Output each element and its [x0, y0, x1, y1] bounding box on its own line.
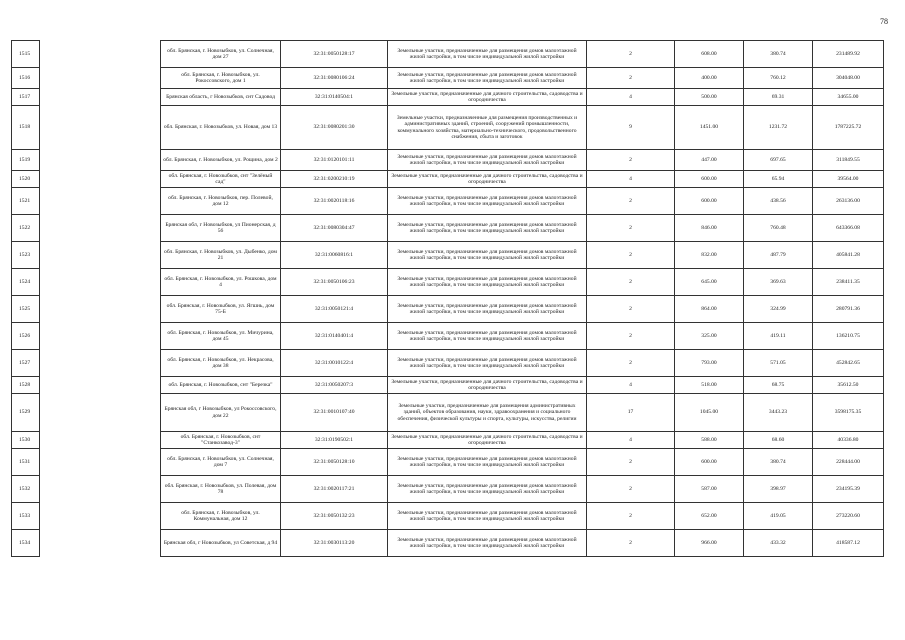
- land-purpose-cell: Земельные участки, предназначенные для дачного строительства, садоводства и огородничества: [388, 89, 587, 106]
- land-purpose-cell: Земельные участки, предназначенные для размещения домов малоэтажной жилой застройки, в том числе индивидуальной жилой застройки: [388, 350, 587, 377]
- spacer-cell: [40, 269, 161, 296]
- table-row: [12, 41, 884, 68]
- group-cell: 2: [587, 68, 675, 89]
- row-number-cell: 1517: [12, 89, 40, 106]
- area-cell: 518.00: [675, 377, 744, 394]
- cadastral-number-cell: 32:31:0050106:23: [281, 269, 388, 296]
- spacer-cell: [40, 377, 161, 394]
- specific-value-cell: 419.05: [744, 503, 813, 530]
- address-cell: обл. Брянская, г. Новозыбков, ул. Солнечная, дом 27: [161, 41, 281, 68]
- table-row: [12, 432, 884, 449]
- table-row: [12, 394, 884, 432]
- table-body: [12, 41, 884, 557]
- group-cell: 2: [587, 269, 675, 296]
- specific-value-cell: 380.74: [744, 41, 813, 68]
- table-row: [12, 323, 884, 350]
- cadastral-value-table: [11, 40, 884, 557]
- cadastral-number-cell: 32:31:0010122:4: [281, 350, 388, 377]
- land-purpose-cell: Земельные участки, предназначенные для размещения домов малоэтажной жилой застройки, в том числе индивидуальной жилой застройки: [388, 323, 587, 350]
- table-row: [12, 89, 884, 106]
- group-cell: 2: [587, 242, 675, 269]
- area-cell: 652.00: [675, 503, 744, 530]
- cadastral-value-cell: 231489.92: [813, 41, 884, 68]
- spacer-cell: [40, 394, 161, 432]
- area-cell: 600.00: [675, 171, 744, 188]
- specific-value-cell: 398.97: [744, 476, 813, 503]
- address-cell: обл. Брянская, г. Новозыбков, ул. Ягшиь, дом 75-Б: [161, 296, 281, 323]
- group-cell: 4: [587, 89, 675, 106]
- cadastral-number-cell: 32:31:0190502:1: [281, 432, 388, 449]
- area-cell: 864.00: [675, 296, 744, 323]
- area-cell: 600.00: [675, 449, 744, 476]
- specific-value-cell: 324.99: [744, 296, 813, 323]
- cadastral-number-cell: 32:31:0060816:1: [281, 242, 388, 269]
- specific-value-cell: 760.12: [744, 68, 813, 89]
- specific-value-cell: 487.79: [744, 242, 813, 269]
- address-cell: обл. Брянская, г. Новозыбков, ул. Дыбенко, дом 21: [161, 242, 281, 269]
- spacer-cell: [40, 89, 161, 106]
- land-purpose-cell: Земельные участки, предназначенные для дачного строительства, садоводства и огородничества: [388, 171, 587, 188]
- land-purpose-cell: Земельные участки, предназначенные для размещения домов малоэтажной жилой застройки, в том числе индивидуальной жилой застройки: [388, 296, 587, 323]
- land-purpose-cell: Земельные участки, предназначенные для размещения домов малоэтажной жилой застройки, в том числе индивидуальной жилой застройки: [388, 215, 587, 242]
- cadastral-number-cell: 32:31:0020118:16: [281, 188, 388, 215]
- land-purpose-cell: Земельные участки, предназначенные для размещения домов малоэтажной жилой застройки, в том числе индивидуальной жилой застройки: [388, 503, 587, 530]
- area-cell: 645.00: [675, 269, 744, 296]
- table-row: [12, 188, 884, 215]
- land-purpose-cell: Земельные участки, предназначенные для размещения административных зданий, объектов образования, науки, здравоохранения и социального обеспечения, физической культуры и спорта, культуры, искусства, религии: [388, 394, 587, 432]
- address-cell: обл. Брянская, г. Новозыбков, ул. Мичурина, дом 45: [161, 323, 281, 350]
- group-cell: 4: [587, 171, 675, 188]
- address-cell: обл. Брянская, г. Новозыбков, ул. Некрасова, дом 38: [161, 350, 281, 377]
- land-purpose-cell: Земельные участки, предназначенные для размещения домов малоэтажной жилой застройки, в том числе индивидуальной жилой застройки: [388, 476, 587, 503]
- area-cell: 325.00: [675, 323, 744, 350]
- specific-value-cell: 3443.23: [744, 394, 813, 432]
- land-purpose-cell: Земельные участки, предназначенные для размещения домов малоэтажной жилой застройки, в том числе индивидуальной жилой застройки: [388, 68, 587, 89]
- cadastral-value-cell: 452842.65: [813, 350, 884, 377]
- cadastral-value-cell: 273220.60: [813, 503, 884, 530]
- specific-value-cell: 438.56: [744, 188, 813, 215]
- area-cell: 1045.00: [675, 394, 744, 432]
- cadastral-number-cell: 32:31:0010107:40: [281, 394, 388, 432]
- table-row: [12, 68, 884, 89]
- cadastral-number-cell: 32:31:0080106:24: [281, 68, 388, 89]
- row-number-cell: 1522: [12, 215, 40, 242]
- address-cell: Брянская обл, г Новозыбков, ул Пионерская, д 56: [161, 215, 281, 242]
- cadastral-value-cell: 238411.35: [813, 269, 884, 296]
- address-cell: Брянская область, г Новозыбков, снт Садовод: [161, 89, 281, 106]
- address-cell: обл. Брянская, г. Новозыбков, ул. Рощина, дом 2: [161, 150, 281, 171]
- group-cell: 17: [587, 394, 675, 432]
- address-cell: обл. Брянская, г. Новозыбков, пер. Полевой, дом 12: [161, 188, 281, 215]
- group-cell: 2: [587, 188, 675, 215]
- table-row: [12, 242, 884, 269]
- spacer-cell: [40, 171, 161, 188]
- specific-value-cell: 68.60: [744, 432, 813, 449]
- area-cell: 608.00: [675, 41, 744, 68]
- row-number-cell: 1528: [12, 377, 40, 394]
- table-row: [12, 449, 884, 476]
- area-cell: 793.00: [675, 350, 744, 377]
- cadastral-value-cell: 263136.00: [813, 188, 884, 215]
- land-purpose-cell: Земельные участки, предназначенные для размещения домов малоэтажной жилой застройки, в том числе индивидуальной жилой застройки: [388, 41, 587, 68]
- row-number-cell: 1523: [12, 242, 40, 269]
- table-row: [12, 530, 884, 557]
- cadastral-value-cell: 311849.55: [813, 150, 884, 171]
- table-row: [12, 350, 884, 377]
- group-cell: 4: [587, 377, 675, 394]
- row-number-cell: 1524: [12, 269, 40, 296]
- group-cell: 2: [587, 449, 675, 476]
- row-number-cell: 1527: [12, 350, 40, 377]
- group-cell: 2: [587, 150, 675, 171]
- spacer-cell: [40, 476, 161, 503]
- address-cell: обл. Брянская, г. Новозыбков, ул. Рокоссовского, дом 1: [161, 68, 281, 89]
- area-cell: 587.00: [675, 476, 744, 503]
- cadastral-number-cell: 32:31:0050121:4: [281, 296, 388, 323]
- area-cell: 832.00: [675, 242, 744, 269]
- cadastral-value-cell: 136210.75: [813, 323, 884, 350]
- area-cell: 500.00: [675, 89, 744, 106]
- area-cell: 447.00: [675, 150, 744, 171]
- cadastral-value-cell: 280791.36: [813, 296, 884, 323]
- group-cell: 2: [587, 296, 675, 323]
- row-number-cell: 1530: [12, 432, 40, 449]
- spacer-cell: [40, 449, 161, 476]
- cadastral-value-cell: 40336.80: [813, 432, 884, 449]
- address-cell: обл. Брянская, г. Новозыбков, снт "Березка": [161, 377, 281, 394]
- land-purpose-cell: Земельные участки, предназначенные для размещения производственных и административных зданий, строений, сооружений промышленности, коммунального хозяйства, материально-технического, продовольственного снабжения, сбыта и заготовок: [388, 106, 587, 150]
- land-purpose-cell: Земельные участки, предназначенные для размещения домов малоэтажной жилой застройки, в том числе индивидуальной жилой застройки: [388, 530, 587, 557]
- cadastral-number-cell: 32:31:0200210:19: [281, 171, 388, 188]
- specific-value-cell: 419.11: [744, 323, 813, 350]
- specific-value-cell: 369.63: [744, 269, 813, 296]
- table-row: [12, 171, 884, 188]
- land-purpose-cell: Земельные участки, предназначенные для размещения домов малоэтажной жилой застройки, в том числе индивидуальной жилой застройки: [388, 242, 587, 269]
- spacer-cell: [40, 296, 161, 323]
- area-cell: 846.00: [675, 215, 744, 242]
- group-cell: 2: [587, 503, 675, 530]
- spacer-cell: [40, 350, 161, 377]
- address-cell: обл. Брянская, г. Новозыбков, ул. Солнечная, дом 7: [161, 449, 281, 476]
- cadastral-value-cell: 228444.00: [813, 449, 884, 476]
- table-row: [12, 476, 884, 503]
- land-purpose-cell: Земельные участки, предназначенные для размещения домов малоэтажной жилой застройки, в том числе индивидуальной жилой застройки: [388, 269, 587, 296]
- row-number-cell: 1516: [12, 68, 40, 89]
- group-cell: 2: [587, 530, 675, 557]
- land-purpose-cell: Земельные участки, предназначенные для размещения домов малоэтажной жилой застройки, в том числе индивидуальной жилой застройки: [388, 449, 587, 476]
- cadastral-value-cell: 643366.08: [813, 215, 884, 242]
- group-cell: 2: [587, 215, 675, 242]
- specific-value-cell: 697.65: [744, 150, 813, 171]
- row-number-cell: 1532: [12, 476, 40, 503]
- row-number-cell: 1521: [12, 188, 40, 215]
- cadastral-number-cell: 32:31:0050128:17: [281, 41, 388, 68]
- cadastral-value-cell: 34655.00: [813, 89, 884, 106]
- address-cell: обл. Брянская, г. Новозыбков, ул. Полевая, дом 78: [161, 476, 281, 503]
- cadastral-value-cell: 405841.28: [813, 242, 884, 269]
- specific-value-cell: 571.05: [744, 350, 813, 377]
- group-cell: 9: [587, 106, 675, 150]
- specific-value-cell: 433.32: [744, 530, 813, 557]
- specific-value-cell: 68.75: [744, 377, 813, 394]
- spacer-cell: [40, 150, 161, 171]
- cadastral-number-cell: 32:31:0050132:23: [281, 503, 388, 530]
- table-row: [12, 296, 884, 323]
- area-cell: 600.00: [675, 188, 744, 215]
- group-cell: 4: [587, 432, 675, 449]
- table-row: [12, 269, 884, 296]
- cadastral-value-cell: 1787225.72: [813, 106, 884, 150]
- area-cell: 1451.00: [675, 106, 744, 150]
- address-cell: обл. Брянская, г. Новозыбков, снт "Станкозавод-3": [161, 432, 281, 449]
- group-cell: 2: [587, 350, 675, 377]
- specific-value-cell: 1231.72: [744, 106, 813, 150]
- spacer-cell: [40, 68, 161, 89]
- spacer-cell: [40, 106, 161, 150]
- row-number-cell: 1531: [12, 449, 40, 476]
- table-row: [12, 503, 884, 530]
- row-number-cell: 1518: [12, 106, 40, 150]
- spacer-cell: [40, 323, 161, 350]
- cadastral-value-cell: 234195.39: [813, 476, 884, 503]
- table-row: [12, 215, 884, 242]
- address-cell: обл. Брянская, г. Новозыбков, снт "Зелёный сад": [161, 171, 281, 188]
- cadastral-number-cell: 32:31:0080304:47: [281, 215, 388, 242]
- specific-value-cell: 65.94: [744, 171, 813, 188]
- address-cell: Брянская обл, г Новозыбков, ул Советская, д 94: [161, 530, 281, 557]
- area-cell: 400.00: [675, 68, 744, 89]
- cadastral-number-cell: 32:31:0140401:4: [281, 323, 388, 350]
- row-number-cell: 1534: [12, 530, 40, 557]
- spacer-cell: [40, 242, 161, 269]
- row-number-cell: 1525: [12, 296, 40, 323]
- cadastral-value-cell: 39564.00: [813, 171, 884, 188]
- area-cell: 588.00: [675, 432, 744, 449]
- cadastral-number-cell: 32:31:0030113:20: [281, 530, 388, 557]
- table-row: [12, 377, 884, 394]
- spacer-cell: [40, 503, 161, 530]
- address-cell: обл. Брянская, г. Новозыбков, ул. Коммунальная, дом 12: [161, 503, 281, 530]
- spacer-cell: [40, 432, 161, 449]
- page-number: 78: [880, 17, 888, 26]
- cadastral-value-cell: 418587.12: [813, 530, 884, 557]
- cadastral-number-cell: 32:31:0050207:3: [281, 377, 388, 394]
- land-purpose-cell: Земельные участки, предназначенные для дачного строительства, садоводства и огородничества: [388, 377, 587, 394]
- cadastral-number-cell: 32:31:0140504:1: [281, 89, 388, 106]
- specific-value-cell: 69.31: [744, 89, 813, 106]
- specific-value-cell: 760.48: [744, 215, 813, 242]
- row-number-cell: 1529: [12, 394, 40, 432]
- cadastral-value-cell: 304048.00: [813, 68, 884, 89]
- specific-value-cell: 380.74: [744, 449, 813, 476]
- group-cell: 2: [587, 476, 675, 503]
- row-number-cell: 1519: [12, 150, 40, 171]
- land-purpose-cell: Земельные участки, предназначенные для размещения домов малоэтажной жилой застройки, в том числе индивидуальной жилой застройки: [388, 150, 587, 171]
- address-cell: Брянская обл, г Новозыбков, ул Рокоссовского, дом 22: [161, 394, 281, 432]
- address-cell: обл. Брянская, г. Новозыбков, ул. Новая, дом 13: [161, 106, 281, 150]
- table-row: [12, 106, 884, 150]
- row-number-cell: 1533: [12, 503, 40, 530]
- cadastral-value-cell: 3598175.35: [813, 394, 884, 432]
- cadastral-number-cell: 32:31:0020117:21: [281, 476, 388, 503]
- area-cell: 966.00: [675, 530, 744, 557]
- row-number-cell: 1515: [12, 41, 40, 68]
- table-row: [12, 150, 884, 171]
- cadastral-number-cell: 32:31:0120101:11: [281, 150, 388, 171]
- spacer-cell: [40, 41, 161, 68]
- group-cell: 2: [587, 41, 675, 68]
- land-purpose-cell: Земельные участки, предназначенные для размещения домов малоэтажной жилой застройки, в том числе индивидуальной жилой застройки: [388, 188, 587, 215]
- cadastral-number-cell: 32:31:0080201:30: [281, 106, 388, 150]
- spacer-cell: [40, 188, 161, 215]
- address-cell: обл. Брянская, г. Новозыбков, ул. Рошкова, дом 4: [161, 269, 281, 296]
- spacer-cell: [40, 530, 161, 557]
- land-purpose-cell: Земельные участки, предназначенные для дачного строительства, садоводства и огородничества: [388, 432, 587, 449]
- group-cell: 2: [587, 323, 675, 350]
- cadastral-value-cell: 35612.50: [813, 377, 884, 394]
- cadastral-number-cell: 32:31:0050128:10: [281, 449, 388, 476]
- row-number-cell: 1520: [12, 171, 40, 188]
- spacer-cell: [40, 215, 161, 242]
- row-number-cell: 1526: [12, 323, 40, 350]
